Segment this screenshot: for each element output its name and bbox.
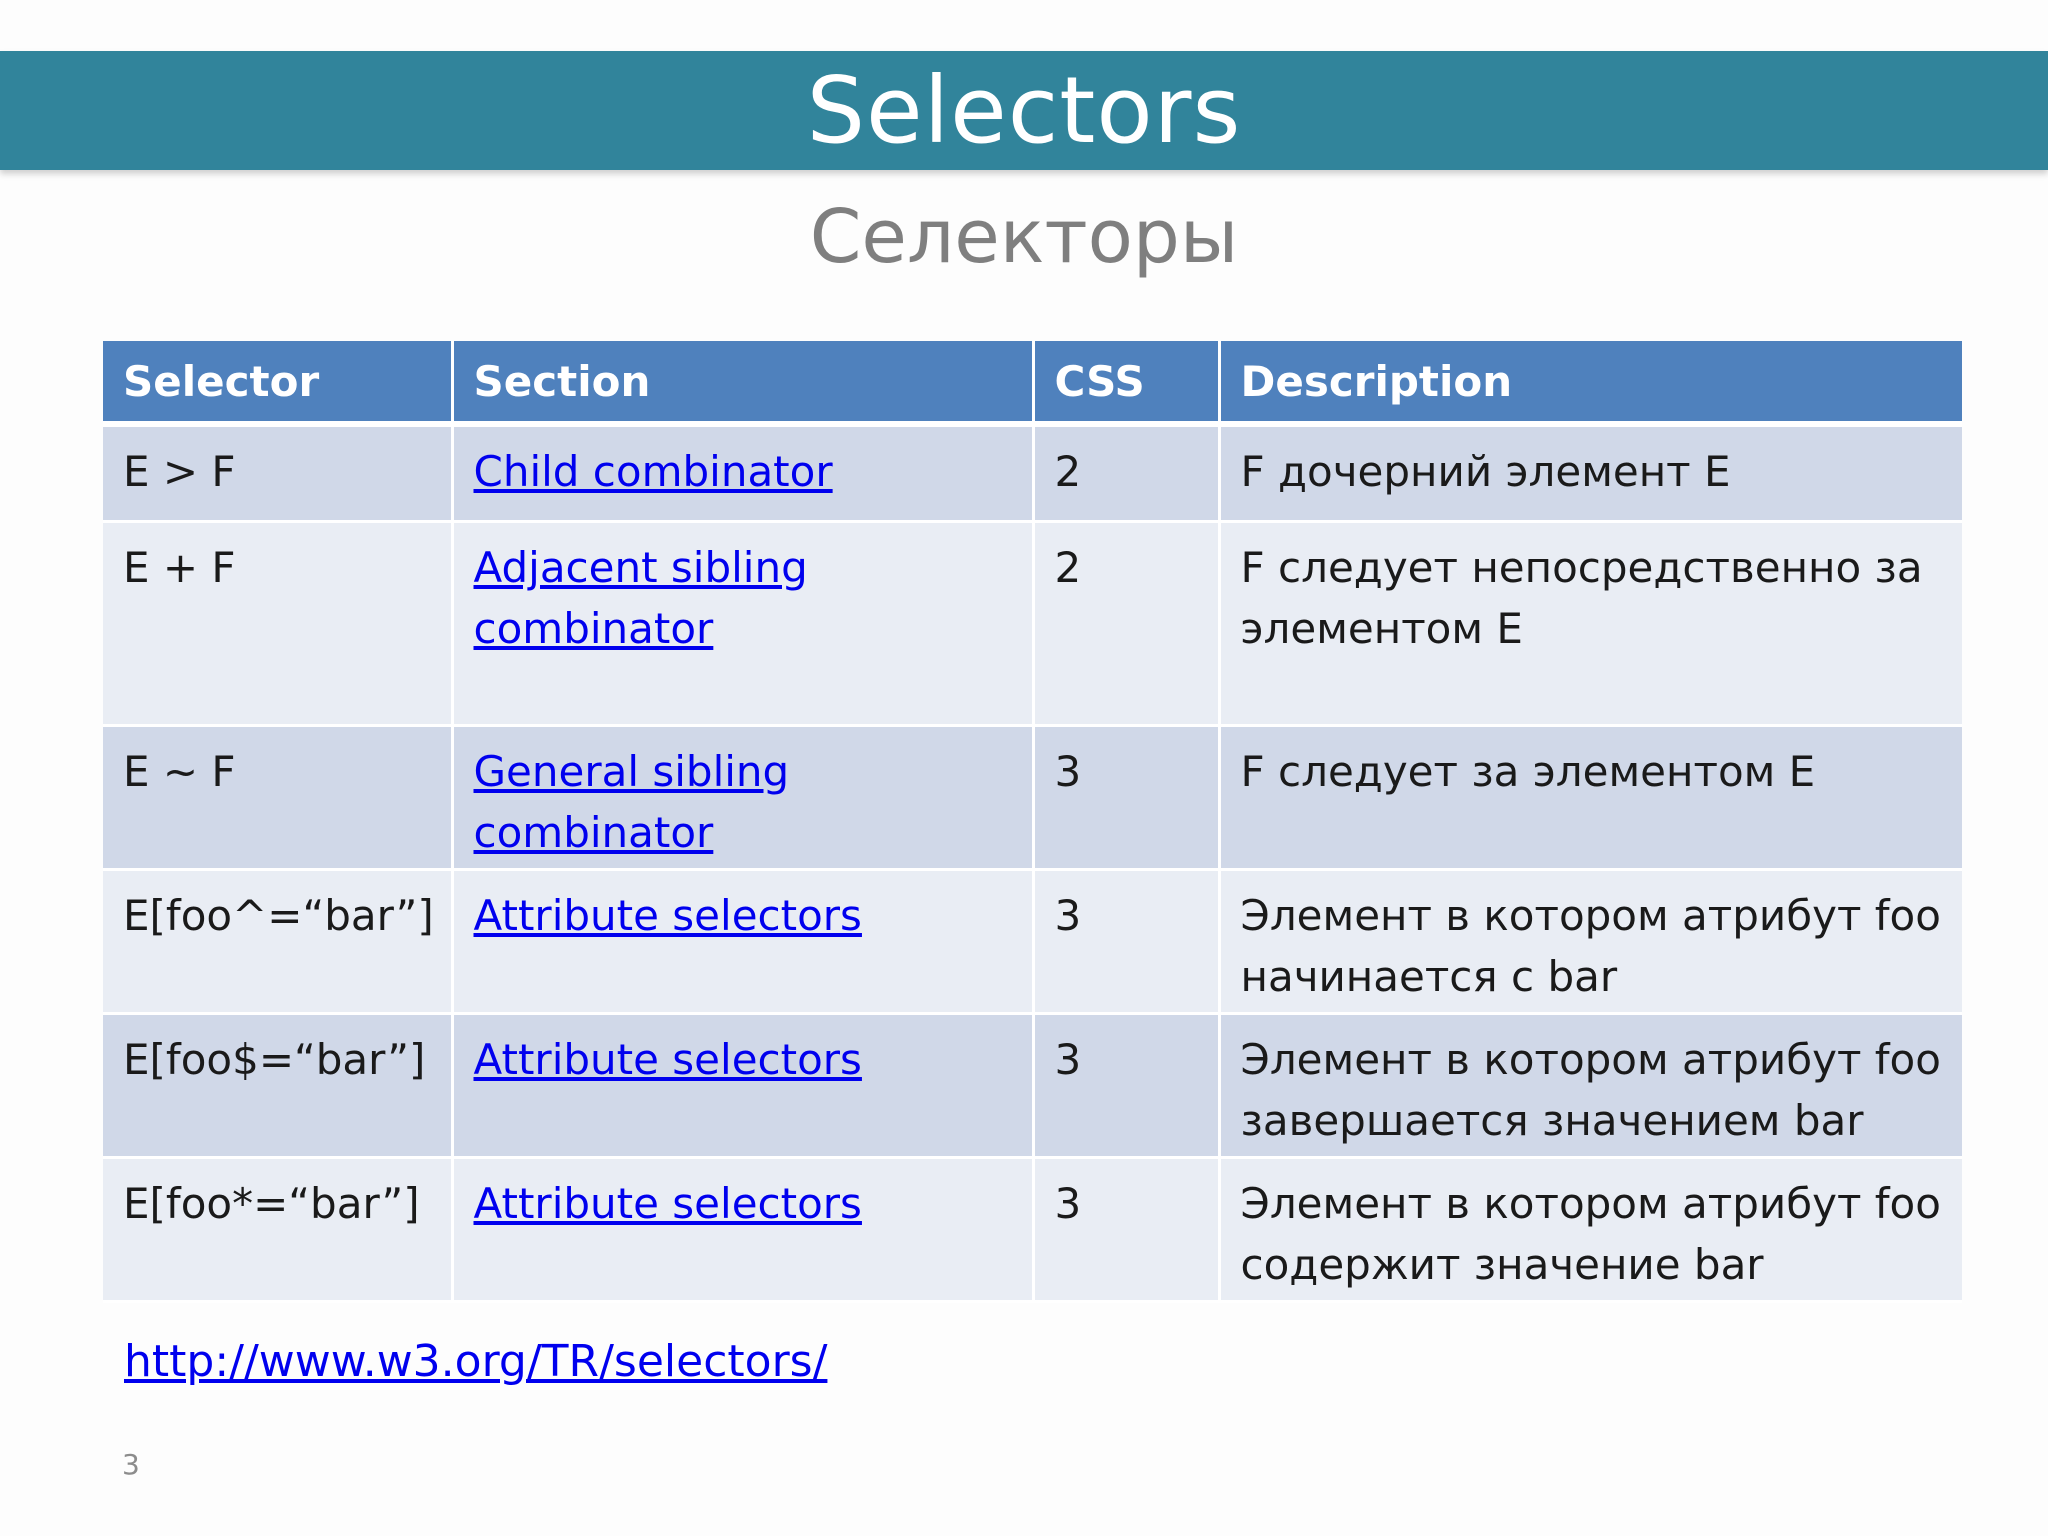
css-level-cell: 2 xyxy=(1033,521,1219,725)
section-link[interactable]: Adjacent sibling combinator xyxy=(473,542,808,653)
description-cell: Элемент в котором атрибут foo содержит значение bar xyxy=(1219,1157,1962,1301)
header-description: Description xyxy=(1219,341,1962,424)
table-row xyxy=(103,424,1962,521)
section-cell xyxy=(452,521,1033,725)
table-row xyxy=(103,521,1962,725)
description-cell: F следует за элементом E xyxy=(1219,725,1962,869)
slide-title: Selectors xyxy=(806,56,1242,164)
slide-subtitle: Селекторы xyxy=(809,194,1239,280)
selectors-table xyxy=(103,341,1962,1303)
table-row xyxy=(103,1013,1962,1157)
description-cell: F следует непосредственно за элементом E xyxy=(1219,521,1962,725)
title-bar xyxy=(0,51,2048,170)
table-row xyxy=(103,869,1962,1013)
w3c-selectors-link[interactable]: http://www.w3.org/TR/selectors/ xyxy=(124,1336,828,1387)
section-cell xyxy=(452,1157,1033,1301)
css-level-cell: 3 xyxy=(1033,725,1219,869)
section-cell xyxy=(452,1013,1033,1157)
description-cell: F дочерний элемент E xyxy=(1219,424,1962,521)
table-row xyxy=(103,725,1962,869)
header-selector: Selector xyxy=(103,341,452,424)
section-link[interactable]: Attribute selectors xyxy=(473,1034,862,1084)
section-cell xyxy=(452,869,1033,1013)
css-level-cell: 3 xyxy=(1033,1157,1219,1301)
header-section: Section xyxy=(452,341,1033,424)
page-number: 3 xyxy=(122,1448,140,1481)
css-level-cell: 3 xyxy=(1033,1013,1219,1157)
table-header-row xyxy=(103,341,1962,424)
css-level-cell: 2 xyxy=(1033,424,1219,521)
section-link[interactable]: General sibling combinator xyxy=(473,746,790,857)
header-css: CSS xyxy=(1033,341,1219,424)
selector-cell: E[foo$=“bar”] xyxy=(103,1013,452,1157)
section-cell xyxy=(452,725,1033,869)
section-link[interactable]: Child combinator xyxy=(473,447,833,496)
css-level-cell: 3 xyxy=(1033,869,1219,1013)
section-link[interactable]: Attribute selectors xyxy=(473,890,862,940)
selector-cell: E + F xyxy=(103,521,452,725)
description-cell: Элемент в котором атрибут foo завершается значением bar xyxy=(1219,1013,1962,1157)
selector-cell: E[foo*=“bar”] xyxy=(103,1157,452,1301)
section-link[interactable]: Attribute selectors xyxy=(473,1178,862,1228)
selector-cell: E[foo^=“bar”] xyxy=(103,869,452,1013)
description-cell: Элемент в котором атрибут foo начинается с bar xyxy=(1219,869,1962,1013)
selector-cell: E ~ F xyxy=(103,725,452,869)
section-cell xyxy=(452,424,1033,521)
table-row xyxy=(103,1157,1962,1301)
selector-cell: E > F xyxy=(103,424,452,521)
